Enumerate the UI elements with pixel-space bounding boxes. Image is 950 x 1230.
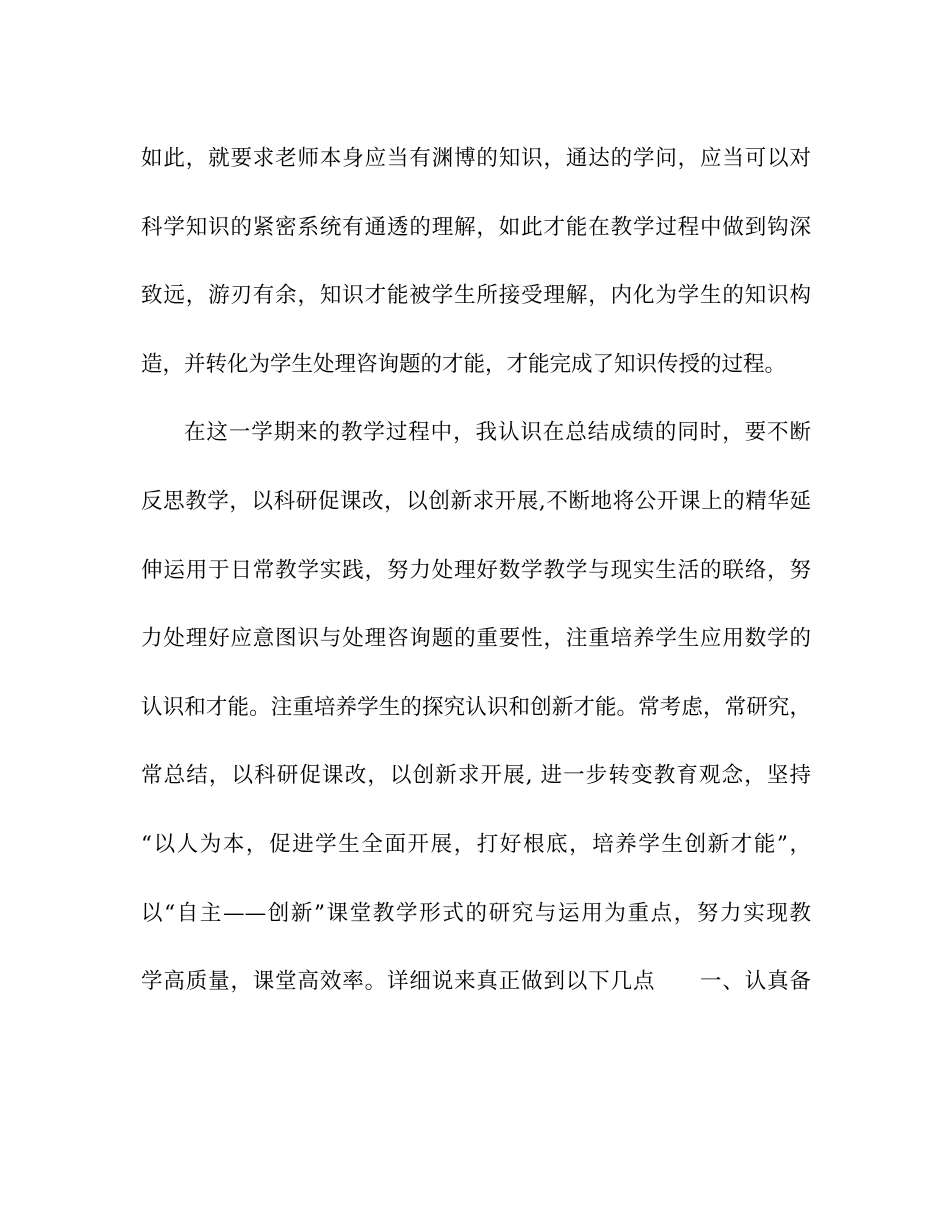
text-line: 如此，就要求老师本身应当有渊博的知识，通达的学问，应当可以对 [141,146,811,171]
text-line: 致远，游刃有余，知识才能被学生所接受理解，内化为学生的知识构 [141,283,811,309]
text-line: 认识和才能。注重培养学生的探究认识和创新才能。常考虑，常研究， [141,694,811,720]
text-line: 力处理好应意图识与处理咨询题的重要性，注重培养学生应用数学的 [141,626,811,652]
text-line: 以“自主——创新”课堂教学形式的研究与运用为重点，努力实现教 [141,900,811,926]
text-line: 伸运用于日常教学实践，努力处理好数学教学与现实生活的联络，努 [141,557,811,583]
text-line: 反思教学，以科研促课改，以创新求开展,不断地将公开课上的精华延 [141,488,811,514]
document-body [141,139,811,1031]
paragraph-first-line: 在这一学期来的教学过程中，我认识在总结成绩的同时，要不断 [184,420,811,446]
text-line: 学高质量，课堂高效率。详细说来真正做到以下几点 一、认真备 [141,969,811,995]
text-line: 常总结，以科研促课改，以创新求开展, 进一步转变教育观念，坚持 [141,763,811,789]
text-line: 科学知识的紧密系统有通透的理解，如此才能在教学过程中做到钩深 [141,214,811,240]
text-line: “以人为本，促进学生全面开展，打好根底，培养学生创新才能”， [141,831,811,857]
text-line: 造，并转化为学生处理咨询题的才能，才能完成了知识传授的过程。 [141,351,787,377]
